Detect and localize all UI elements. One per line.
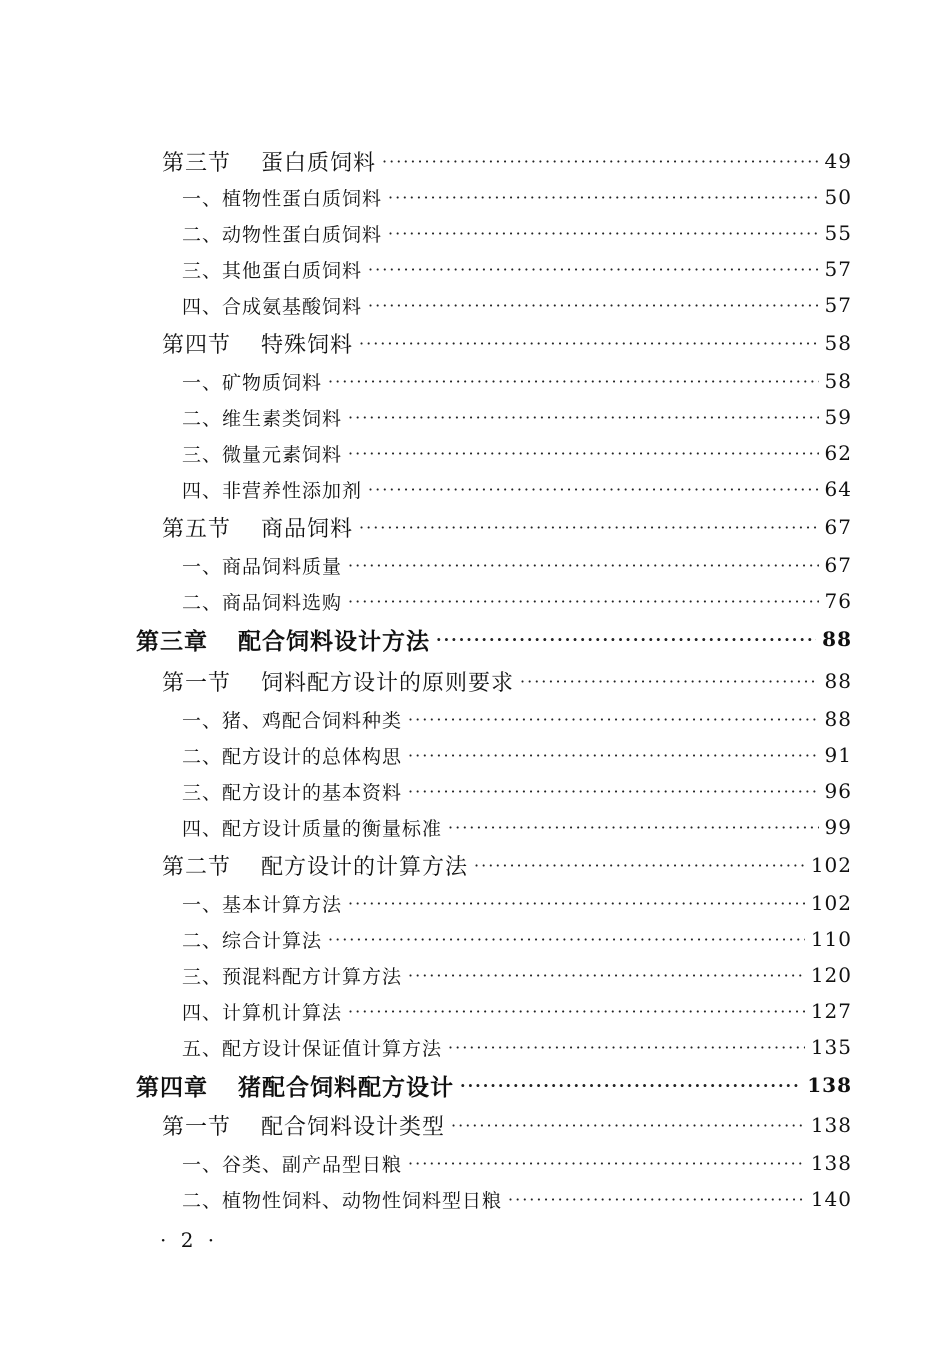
- entry-page: 76: [824, 589, 852, 613]
- entry-title: 其他蛋白质饲料: [222, 259, 363, 282]
- entry-title: 谷类、副产品型日粮: [222, 1153, 403, 1176]
- entry-page: 91: [824, 743, 852, 767]
- toc-entry: [182, 180, 852, 214]
- entry-label: 二、: [182, 591, 223, 614]
- toc-entry: [182, 958, 852, 992]
- entry-title: 配方设计保证值计算方法: [222, 1037, 443, 1060]
- toc-entry: [162, 326, 852, 360]
- leader-dots: [328, 372, 819, 391]
- entry-page: 88: [824, 669, 852, 693]
- entry-label: 一、: [182, 893, 223, 916]
- entry-title: 植物性蛋白质饲料: [222, 187, 383, 210]
- leader-dots: [520, 672, 819, 691]
- entry-page: 62: [824, 441, 852, 465]
- leader-dots: [460, 1076, 801, 1095]
- entry-label: 四、: [182, 295, 223, 318]
- entry-title: 合成氨基酸饲料: [222, 295, 363, 318]
- entry-page: 138: [810, 1113, 852, 1137]
- leader-dots: [348, 444, 819, 463]
- leader-dots: [448, 818, 819, 837]
- entry-label: 二、: [182, 1189, 223, 1212]
- leader-dots: [408, 710, 819, 729]
- leader-dots: [388, 224, 819, 243]
- entry-label: 二、: [182, 745, 223, 768]
- entry-label: 第一节: [162, 670, 232, 696]
- entry-page: 140: [810, 1187, 852, 1211]
- toc-entry: [182, 810, 852, 844]
- toc-entry: [162, 144, 852, 178]
- entry-title: 矿物质饲料: [222, 371, 323, 394]
- toc-entry: [182, 774, 852, 808]
- toc-entry: [162, 510, 852, 544]
- entry-label: 一、: [182, 371, 223, 394]
- entry-title: 商品饲料质量: [222, 555, 343, 578]
- entry-page: 58: [824, 369, 852, 393]
- leader-dots: [348, 1002, 805, 1021]
- toc-entry: [182, 738, 852, 772]
- chapter-title: 猪配合饲料配方设计: [238, 1073, 454, 1101]
- leader-dots: [348, 408, 819, 427]
- entry-page: 55: [824, 221, 852, 245]
- entry-title: 商品饲料选购: [222, 591, 343, 614]
- toc-entry: [182, 922, 852, 956]
- entry-page: 67: [824, 553, 852, 577]
- entry-page: 120: [810, 963, 852, 987]
- toc-chapter: [136, 1068, 852, 1102]
- leader-dots: [474, 856, 805, 875]
- leader-dots: [388, 188, 819, 207]
- leader-dots: [451, 1116, 805, 1135]
- entry-label: 二、: [182, 223, 223, 246]
- leader-dots: [359, 334, 819, 353]
- leader-dots: [382, 152, 819, 171]
- entry-page: 57: [824, 257, 852, 281]
- entry-page: 110: [810, 927, 852, 951]
- toc-entry: [182, 252, 852, 286]
- entry-label: 三、: [182, 965, 223, 988]
- entry-title: 综合计算法: [222, 929, 323, 952]
- leader-dots: [436, 630, 816, 649]
- entry-label: 第二节: [162, 854, 232, 880]
- entry-label: 三、: [182, 259, 223, 282]
- entry-page: 67: [824, 515, 852, 539]
- chapter-title: 配合饲料设计方法: [238, 627, 430, 655]
- entry-page: 49: [824, 149, 852, 173]
- entry-title: 饲料配方设计的原则要求: [261, 670, 515, 696]
- entry-page: 102: [810, 853, 852, 877]
- entry-title: 配方设计质量的衡量标准: [222, 817, 443, 840]
- toc-entry: [182, 1182, 852, 1216]
- entry-label: 第一节: [162, 1114, 232, 1140]
- entry-label: 五、: [182, 1037, 223, 1060]
- toc-entry: [182, 1146, 852, 1180]
- entry-page: 50: [824, 185, 852, 209]
- entry-title: 蛋白质饲料: [261, 150, 377, 176]
- entry-title: 维生素类饲料: [222, 407, 343, 430]
- leader-dots: [328, 930, 805, 949]
- leader-dots: [368, 260, 819, 279]
- leader-dots: [368, 296, 819, 315]
- leader-dots: [448, 1038, 805, 1057]
- leader-dots: [348, 556, 819, 575]
- entry-title: 非营养性添加剂: [222, 479, 363, 502]
- entry-label: 四、: [182, 817, 223, 840]
- entry-page: 88: [824, 707, 852, 731]
- entry-title: 配方设计的基本资料: [222, 781, 403, 804]
- toc-entry: [162, 848, 852, 882]
- toc-entry: [182, 584, 852, 618]
- entry-label: 四、: [182, 479, 223, 502]
- entry-label: 一、: [182, 1153, 223, 1176]
- chapter-label: 第三章: [136, 627, 208, 655]
- leader-dots: [408, 782, 819, 801]
- entry-page: 59: [824, 405, 852, 429]
- entry-title: 基本计算方法: [222, 893, 343, 916]
- leader-dots: [348, 894, 805, 913]
- entry-page: 57: [824, 293, 852, 317]
- toc-entry: [182, 548, 852, 582]
- leader-dots: [408, 1154, 805, 1173]
- entry-title: 配方设计的总体构思: [222, 745, 403, 768]
- entry-page: 135: [810, 1035, 852, 1059]
- entry-page: 58: [824, 331, 852, 355]
- entry-label: 一、: [182, 187, 223, 210]
- entry-title: 预混料配方计算方法: [222, 965, 403, 988]
- leader-dots: [408, 746, 819, 765]
- entry-label: 三、: [182, 443, 223, 466]
- entry-label: 四、: [182, 1001, 223, 1024]
- toc-entry: [162, 1108, 852, 1142]
- toc-entry: [182, 994, 852, 1028]
- entry-label: 一、: [182, 555, 223, 578]
- entry-page: 96: [824, 779, 852, 803]
- entry-page: 102: [810, 891, 852, 915]
- toc-entry: [182, 702, 852, 736]
- entry-label: 三、: [182, 781, 223, 804]
- toc-entry: [182, 364, 852, 398]
- toc-entry: [182, 400, 852, 434]
- entry-title: 配合饲料设计类型: [261, 1114, 446, 1140]
- entry-label: 二、: [182, 929, 223, 952]
- toc-chapter: [136, 622, 852, 656]
- entry-title: 计算机计算法: [222, 1001, 343, 1024]
- entry-page: 138: [807, 1073, 852, 1097]
- entry-page: 88: [822, 627, 852, 651]
- entry-page: 127: [810, 999, 852, 1023]
- entry-label: 一、: [182, 709, 223, 732]
- entry-label: 第四节: [162, 332, 232, 358]
- entry-page: 99: [824, 815, 852, 839]
- toc-entry: [182, 288, 852, 322]
- entry-title: 猪、鸡配合饲料种类: [222, 709, 403, 732]
- entry-label: 二、: [182, 407, 223, 430]
- leader-dots: [348, 592, 819, 611]
- chapter-label: 第四章: [136, 1073, 208, 1101]
- entry-page: 138: [810, 1151, 852, 1175]
- toc-entry: [182, 886, 852, 920]
- toc-entry: [182, 436, 852, 470]
- toc-entry: [182, 216, 852, 250]
- entry-label: 第五节: [162, 516, 232, 542]
- leader-dots: [359, 518, 819, 537]
- page-number: · 2 ·: [160, 1228, 219, 1252]
- entry-title: 动物性蛋白质饲料: [222, 223, 383, 246]
- toc-entry: [182, 472, 852, 506]
- entry-label: 第三节: [162, 150, 232, 176]
- leader-dots: [368, 480, 819, 499]
- entry-title: 微量元素饲料: [222, 443, 343, 466]
- leader-dots: [508, 1190, 805, 1209]
- entry-title: 植物性饲料、动物性饲料型日粮: [222, 1189, 503, 1212]
- toc-entry: [162, 664, 852, 698]
- entry-title: 商品饲料: [261, 516, 354, 542]
- entry-title: 配方设计的计算方法: [261, 854, 469, 880]
- toc-entry: [182, 1030, 852, 1064]
- entry-title: 特殊饲料: [261, 332, 354, 358]
- entry-page: 64: [824, 477, 852, 501]
- leader-dots: [408, 966, 805, 985]
